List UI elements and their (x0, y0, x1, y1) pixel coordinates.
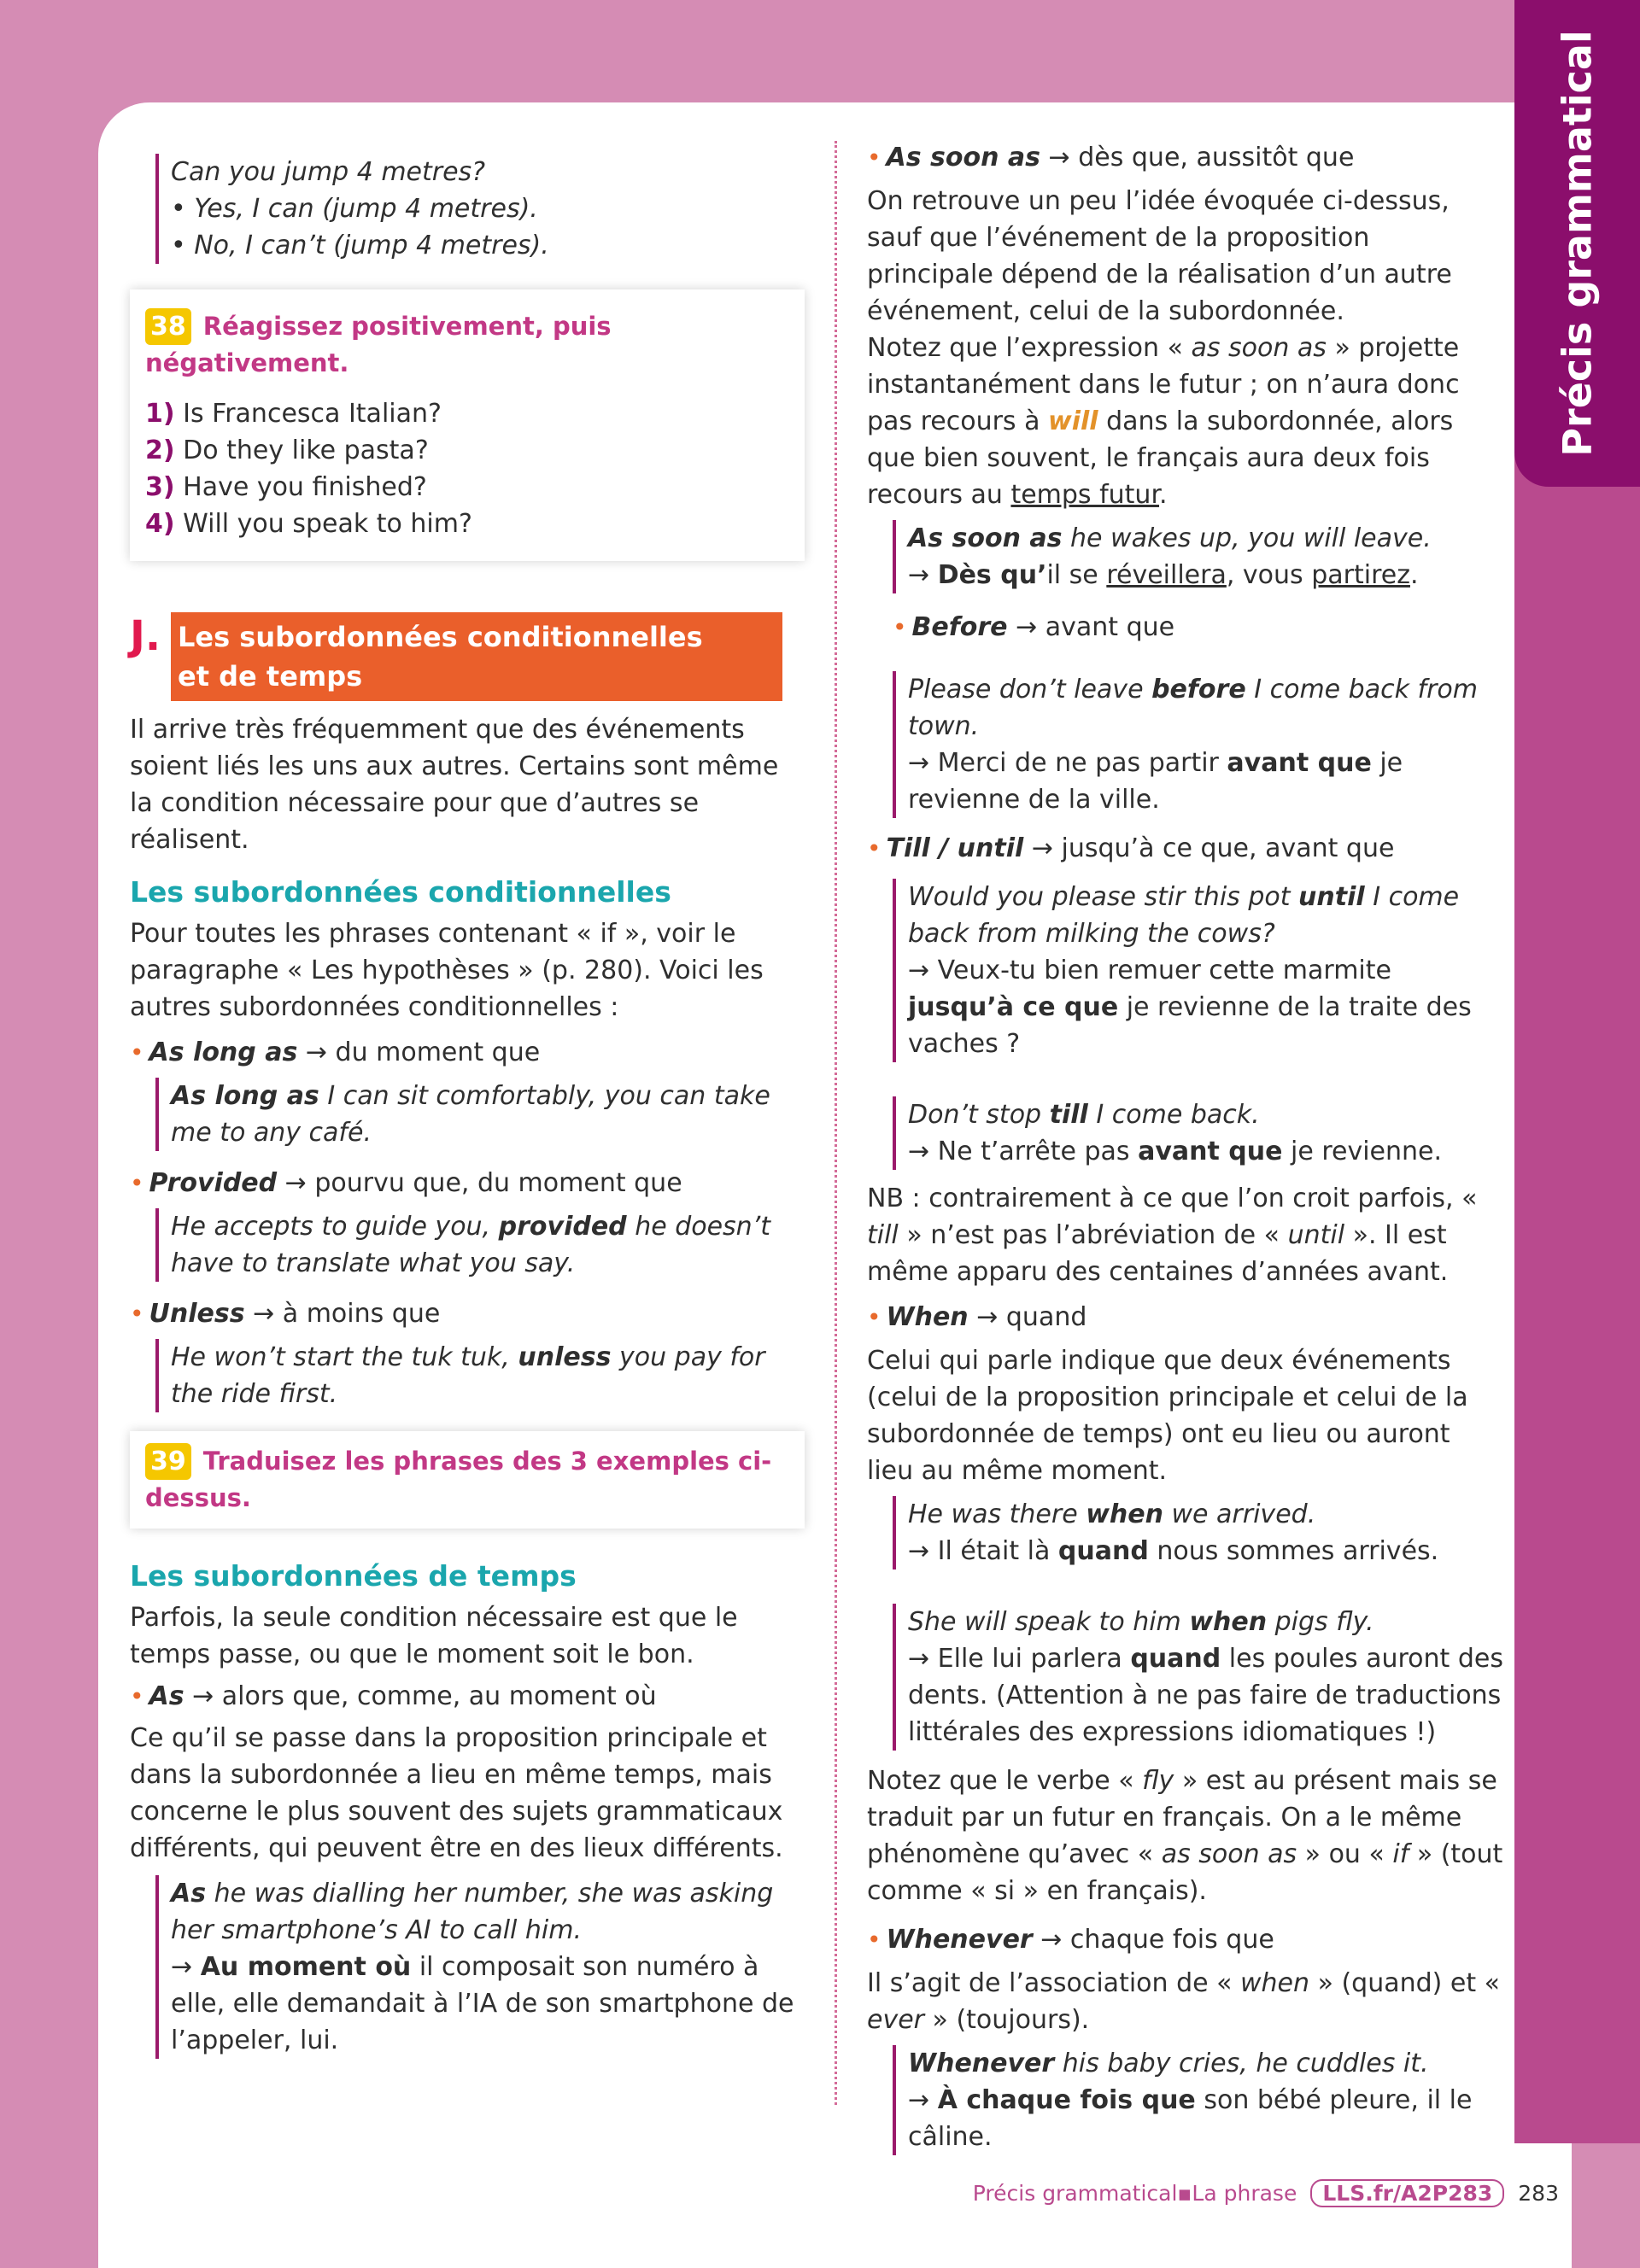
example: Whenever his baby cries, he cuddles it. → À chaque fois que son bébé pleure, il le câline. (893, 2045, 1503, 2155)
example: Please don’t leave before I come back from town. → Merci de ne pas partir avant que je revienne de la ville. (893, 671, 1503, 818)
exercise-39 (130, 1431, 805, 1529)
exercise-title: Traduisez les phrases des 3 exemples ci-dessus. (145, 1447, 772, 1512)
term-as: • As → alors que, comme, au moment où (130, 1681, 657, 1711)
question: 4) Will you speak to him? (145, 509, 472, 539)
as-soon-as-note: Notez que l’expression « as soon as » projette instantanément dans le futur ; on n’aura donc pas recours à will dans la subordonnée, alors que bien souvent, le français aura deux fois recours au temps futur. (867, 333, 1460, 510)
example: Don’t stop till I come back. → Ne t’arrête pas avant que je revienne. (893, 1096, 1503, 1170)
question: 1) Is Francesca Italian? (145, 399, 442, 429)
term-provided: • Provided → pourvu que, du moment que (130, 1168, 682, 1198)
left-column (130, 154, 805, 2066)
question: 2) Do they like pasta? (145, 435, 429, 465)
term-unless: • Unless → à moins que (130, 1299, 441, 1329)
example: Would you please stir this pot until I come back from milking the cows? → Veux-tu bien remuer cette marmite jusqu’à ce que je revienne de la traite des vaches ? (893, 879, 1503, 1062)
exercise-number: 38 (145, 308, 191, 345)
as-text: Ce qu’il se passe dans la proposition principale et dans la subordonnée a lieu en même temps, mais concerne le plus souvent des sujets grammaticaux différents, qui peuvent être en des lieux différents. (130, 1723, 783, 1863)
header-band (0, 0, 98, 226)
when-note: Notez que le verbe « fly » est au présent mais se traduit par un futur en français. On a le même phénomène qu’avec « as soon as » ou « if » (tout comme « si » en français). (867, 1766, 1503, 1906)
footer-link[interactable]: LLS.fr/A2P283 (1310, 2179, 1504, 2207)
term-as-long-as: • As long as → du moment que (130, 1038, 541, 1067)
term-whenever: • Whenever → chaque fois que (867, 1925, 1274, 1955)
column-divider (835, 141, 837, 2105)
page-number: 283 (1518, 2181, 1559, 2206)
term-till-until: • Till / until → jusqu’à ce que, avant que (867, 833, 1395, 863)
cond-intro: Pour toutes les phrases contenant « if », voir le paragraphe « Les hypothèses » (p. 280). Voici les autres subordonnées conditionnelles : (130, 919, 764, 1022)
sidebar-title: Précis grammatical (1554, 30, 1601, 457)
heading-conditionnelles: Les subordonnées conditionnelles (130, 875, 671, 909)
temps-intro: Parfois, la seule condition nécessaire est que le temps passe, ou que le moment soit le bon. (130, 1603, 738, 1669)
page-footer: Précis grammatical ▪ La phrase LLS.fr/A2P283 283 (972, 2181, 1559, 2206)
question: 3) Have you finished? (145, 472, 427, 502)
heading-temps: Les subordonnées de temps (130, 1559, 577, 1593)
exercise-38 (130, 289, 805, 561)
example: As long as I can sit comfortably, you can take me to any café. (155, 1078, 805, 1151)
intro-example: Can you jump 4 metres? • Yes, I can (jump 4 metres). • No, I can’t (jump 4 metres). (155, 154, 805, 264)
example: He won’t start the tuk tuk, unless you pay for the ride first. (155, 1339, 805, 1412)
nb-note: NB : contrairement à ce que l’on croit parfois, « till » n’est pas l’abréviation de « until ». Il est même apparu des centaines d’années avant. (867, 1184, 1478, 1287)
example: As he was dialling her number, she was asking her smartphone’s AI to call him. → Au moment où il composait son numéro à elle, elle demandait à l’IA de son smartphone de l’appeler, lui. (155, 1875, 805, 2059)
example: She will speak to him when pigs fly. → Elle lui parlera quand les poules auront des dents. (Attention à ne pas faire de traductions littérales des expressions idiomatiques !) (893, 1604, 1503, 1751)
example: As soon as he wakes up, you will leave. → Dès qu’il se réveillera, vous partirez. (893, 520, 1503, 593)
term-as-soon-as: • As soon as → dès que, aussitôt que (867, 143, 1355, 172)
term-when: • When → quand (867, 1302, 1087, 1332)
example: He was there when we arrived. → Il était là quand nous sommes arrivés. (893, 1496, 1503, 1569)
intro-paragraph: Il arrive très fréquemment que des événements soient liés les uns aux autres. Certains sont même la condition nécessaire pour que d’autres se réalisent. (130, 715, 779, 855)
term-before: • Before → avant que (893, 612, 1175, 642)
section-j-heading: J. Les subordonnées conditionnelles et de temps (130, 612, 805, 701)
example: He accepts to guide you, provided he doesn’t have to translate what you say. (155, 1208, 805, 1282)
right-column: • As soon as → dès que, aussitôt que On retrouve un peu l’idée évoquée ci-dessus, sauf que l’événement de la proposition principale dépend de la réalisation d’un autre événement, celui de la subordonnée. Notez que l’expression « as soon as » projette instantanément dans le futur ; on n’aura donc pas recours à will dans la subordonnée, alors que bien souvent, le français aura deux fois recours au temps futur. As soon as he wakes up, you will leave. → Dès qu’il se réveillera, vous partirez. • Before → avant que Please don’t leave before I come back from town. → Merci de ne pas partir avant que je revienne de la ville. • Till / until → jusqu’à ce que, avant que Would you please stir this pot until I come back from milking the cows? → Veux-tu bien remuer cette marmite jusqu’à ce que je revienne de la traite des vaches ? Don’t stop till I come back. → Ne t’arrête pas avant que je revienne. NB : contrairement à ce que l’on croit parfois, « till » n’est pas l’abréviation de « until ». Il est même apparu des centaines d’années avant. • When → quand Celui qui parle indique que deux événements (celui de la proposition principale et celui de la subordonnée de temps) ont eu lieu ou auront lieu au même moment. He was there when we arrived. → Il était là quand nous sommes arrivés. She will speak to him when pigs fly. → Elle lui parlera quand les poules auront des dents. (Attention à ne pas faire de traductions littérales des expressions idiomatiques !) Notez que le verbe « fly » est au présent mais se traduit par un futur en français. On a le même phénomène qu’avec « as soon as » ou « if » (tout comme « si » en français). • Whenever → chaque fois que Il s’agit de l’association de « when » (quand) et « ever » (toujours). Whenever his baby cries, he cuddles it. → À chaque fois que son bébé pleure, il le câline. (867, 139, 1503, 2162)
exercise-title: Réagissez positivement, puis négativement. (145, 312, 612, 377)
exercise-number: 39 (145, 1443, 191, 1480)
